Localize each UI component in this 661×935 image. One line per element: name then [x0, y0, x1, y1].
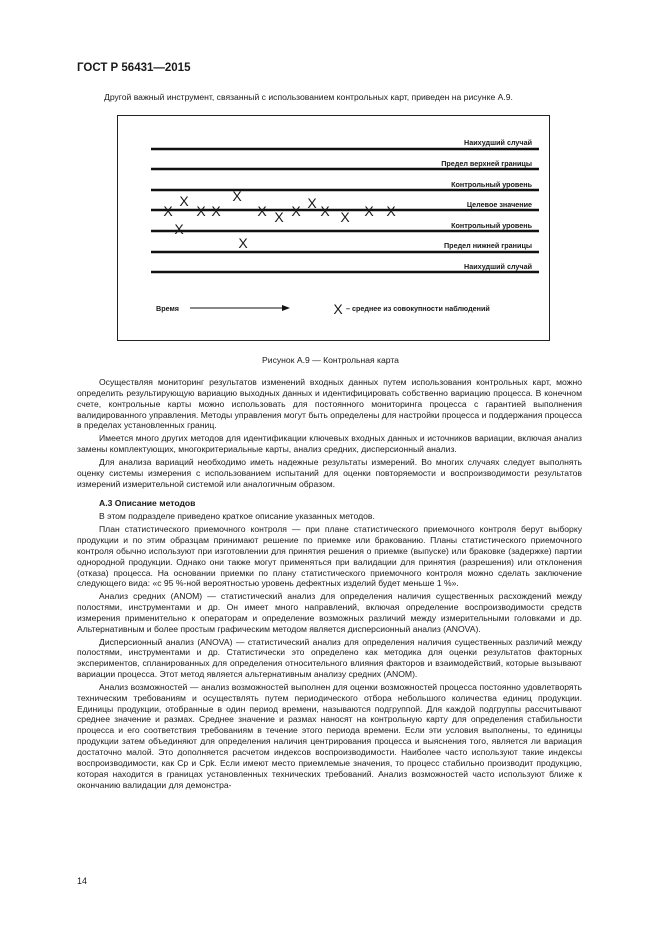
marker-5: X [211, 203, 221, 219]
section-paragraph-2: План статистического приемочного контроля — при плане статистического приемочного контроля берут выборку продукции и по этим образцам принимают решение по приемке или бракованию. Планы статистического приемочного контроля обычно используют при изготовлении для принятия решения о приемке (выпуске) или браковке (задержке) партии однородной продукции. Однако они также могут применяться при валидации для принятия (разрешения) или отклонения (отказа) процесса. На основании приемки по плану статистического приемочного контроля можно сделать заключение следующего вида: «с 95 %-ной вероятностью уровень дефектных изделий будет меньше 1 %». [77, 524, 582, 589]
marker-9: X [274, 209, 284, 225]
label-target: Целевое значение [466, 200, 532, 209]
section-title: А.3 Описание методов [99, 498, 196, 509]
marker-2: X [174, 221, 184, 237]
legend-text: – среднее из совокупности наблюдений [346, 304, 490, 313]
marker-13: X [340, 209, 350, 225]
legend-marker: X [333, 301, 343, 317]
page-number: 14 [77, 876, 88, 886]
section-paragraph-3: Анализ средних (ANOM) — статистический анализ для определения наличия существенных расхождений между полостями, инструментами и др. Он имеет много направлений, включая определение воспроизводимости средств измерения применительно к операторам и определение возможных различий между измерительными головками и др. Альтернативным и более простым графическим методом является дисперсионный анализ (ANOVA). [77, 591, 582, 634]
section-paragraph-4: Дисперсионный анализ (ANOVA) — статистический анализ для определения наличия существенных различий между полостями, инструментами и др. Статистически это определено как методика для оценки результатов факторных экспериментов, спланированных для определения относительного влияния факторов и взаимодействий, которые вызывают вариации процесса. Этот метод является альтернативным анализу средних (ANOM). [77, 636, 582, 680]
label-upper-limit: Предел верхней границы [441, 159, 532, 168]
marker-6: X [232, 188, 242, 204]
marker-1: X [163, 203, 173, 219]
marker-11: X [307, 195, 317, 211]
control-chart-svg [118, 116, 551, 342]
label-worst-bottom: Наихудший случай [464, 262, 532, 271]
marker-8: X [257, 203, 267, 219]
time-label: Время [156, 304, 179, 313]
paragraph-2: Имеется много других методов для идентификации ключевых входных данных и источников вариации, включая анализ замены комплектующих, многокритериальные карты, анализ средних, дисперсионный анализ. [77, 433, 582, 455]
intro-sentence: Другой важный инструмент, связанный с использованием контрольных карт, приведен на рисунке А.9. [104, 92, 513, 102]
marker-12: X [320, 203, 330, 219]
paragraph-3: Для анализа вариаций необходимо иметь надежные результаты измерений. Во многих случаях следует выполнять оценку системы измерения с использованием испытаний для оценки повторяемости и воспроизводимости результатов измерений измерительной системой или аналогичным образом. [77, 456, 582, 489]
marker-7: X [238, 235, 248, 251]
paragraph-1: Осуществляя мониторинг результатов изменений входных данных путем использования контрольных карт, можно определить результирующую вариацию выходных данных и идентифицировать собственно вариацию процесса. В конечном счете, контрольные карты можно использовать для постоянного мониторинга процесса с гарантией выполнения валидированного управления. Методы управления могут быть определены для настройки процесса и поддержания процесса в пределах установленных границ. [77, 377, 582, 431]
document-header: ГОСТ Р 56431—2015 [77, 62, 191, 74]
label-control-lower: Контрольный уровень [451, 221, 532, 230]
label-control-upper: Контрольный уровень [451, 180, 532, 189]
marker-4: X [196, 203, 206, 219]
label-lower-limit: Предел нижней границы [444, 241, 532, 250]
marker-14: X [364, 203, 374, 219]
time-arrow-head [282, 305, 290, 311]
marker-3: X [179, 193, 189, 209]
main-text [77, 377, 582, 792]
figure-caption: Рисунок А.9 — Контрольная карта [262, 355, 399, 365]
section-paragraph-1: В этом подразделе приведено краткое описание указанных методов. [99, 511, 375, 522]
marker-15: X [386, 203, 396, 219]
marker-10: X [291, 203, 301, 219]
label-worst-top: Наихудший случай [464, 138, 532, 147]
section-paragraph-5: Анализ возможностей — анализ возможностей выполнен для оценки возможностей процесса постоянно удовлетворять техническим требованиям и осуществлять путем периодического отбора небольшого количества единиц продукции. Единицы продукции, отобранные в один период времени, называются подгруппой. Для каждой подгруппы рассчитывают среднее значение и размах. Среднее значение и размах наносят на контрольную карту для определения стабильности процесса и его соответствия требованиям в течение этого периода времени. Если эти условия выполнены, то единицы продукции затем объединяют для определения наличия центрирования процесса и выяснения того, является ли вариация достаточно малой. Это дополняется расчетом индексов воспроизводимости. Наиболее часто используют такие индексы воспроизводимости, как Cp и Cpk. Если имеют место приемлемые значения, то процесс стабильно производит продукцию, которая находится в границах установленных технических требований. Анализ возможностей часто используют ближе к окончанию валидации для демонстра- [77, 681, 582, 790]
control-chart-figure [117, 115, 550, 341]
